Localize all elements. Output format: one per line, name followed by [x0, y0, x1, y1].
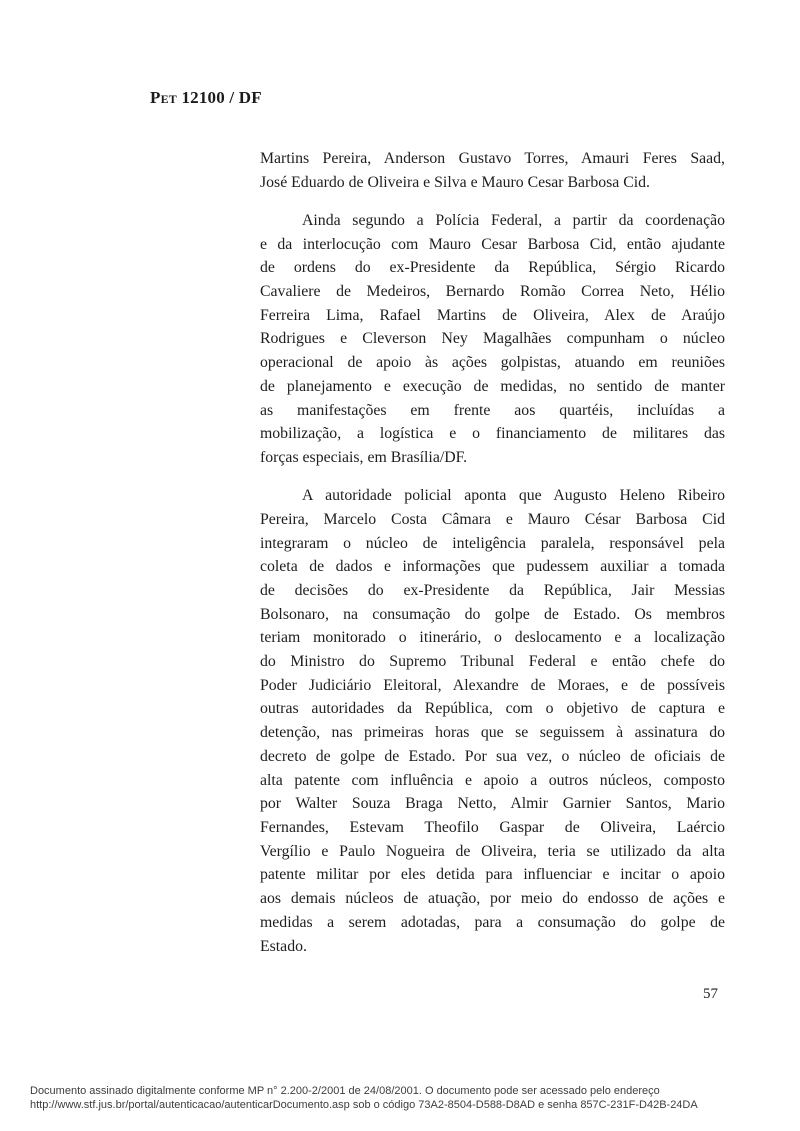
text-line: as manifestações em frente aos quartéis, incluídas a [260, 401, 725, 419]
text-line: Ferreira Lima, Rafael Martins de Oliveira, Alex de Araújo [260, 306, 725, 324]
text-line: patente militar por eles detida para influenciar e incitar o apoio [260, 866, 725, 884]
text-line: integraram o núcleo de inteligência paralela, responsável pela [260, 534, 725, 552]
text-line: coleta de dados e informações que pudessem auxiliar a tomada [260, 558, 725, 576]
text-line: Vergílio e Paulo Nogueira de Oliveira, teria se utilizado da alta [260, 842, 725, 860]
text-line: de planejamento e execução de medidas, no sentido de manter [260, 377, 725, 395]
text-line: teriam monitorado o itinerário, o deslocamento e a localização [260, 629, 725, 647]
text-line: de ordens do ex-Presidente da República, Sérgio Ricardo [260, 259, 725, 277]
text-line: operacional de apoio às ações golpistas, atuando em reuniões [260, 354, 725, 372]
text-line: outras autoridades da República, com o objetivo de captura e [260, 700, 725, 718]
footer-line: Documento assinado digitalmente conforme MP n° 2.200-2/2001 de 24/08/2001. O documento pode ser acessado pelo endereço [30, 1085, 660, 1097]
text-line: aos demais núcleos de atuação, por meio do endosso de ações e [260, 890, 725, 908]
text-line: Pereira, Marcelo Costa Câmara e Mauro César Barbosa Cid [260, 510, 725, 528]
document-body [260, 147, 725, 958]
text-line: do Ministro do Supremo Tribunal Federal e então chefe do [260, 653, 725, 671]
paragraph [260, 209, 725, 470]
text-line: detenção, nas primeiras horas que se seguissem à assinatura do [260, 724, 725, 742]
text-line: decreto de golpe de Estado. Por sua vez, o núcleo de oficiais de [260, 747, 725, 765]
text-line: Martins Pereira, Anderson Gustavo Torres, Amauri Feres Saad, [260, 150, 725, 167]
text-line: Cavaliere de Medeiros, Bernardo Romão Correa Neto, Hélio [260, 283, 725, 301]
text-line: Rodrigues e Cleverson Ney Magalhães compunham o núcleo [260, 330, 725, 348]
text-line: Fernandes, Estevam Theofilo Gaspar de Oliveira, Laércio [260, 818, 725, 836]
paragraph [260, 484, 725, 958]
text-line: alta patente com influência e apoio a outros núcleos, composto [260, 771, 725, 789]
text-line: Bolsonaro, na consumação do golpe de Estado. Os membros [260, 605, 725, 623]
text-line: A autoridade policial aponta que Augusto Heleno Ribeiro [302, 487, 725, 505]
text-line: e da interlocução com Mauro Cesar Barbosa Cid, então ajudante [260, 235, 725, 253]
text-line: Ainda segundo a Polícia Federal, a partir da coordenação [302, 211, 725, 229]
text-line: medidas a serem adotadas, para a consumação do golpe de [260, 913, 725, 931]
text-line: forças especiais, em Brasília/DF. [260, 448, 468, 466]
text-line: Poder Judiciário Eleitoral, Alexandre de Moraes, e de possíveis [260, 676, 725, 694]
text-line: por Walter Souza Braga Netto, Almir Garnier Santos, Mario [260, 795, 725, 813]
case-header: Pet 12100 / DF [150, 88, 262, 107]
text-line: José Eduardo de Oliveira e Silva e Mauro Cesar Barbosa Cid. [260, 173, 650, 191]
signature-footer [30, 1085, 770, 1112]
text-line: de decisões do ex-Presidente da República, Jair Messias [260, 581, 725, 599]
text-line: mobilização, a logística e o financiamento de militares das [260, 425, 725, 443]
page-number: 57 [703, 986, 718, 1002]
footer-line: http://www.stf.jus.br/portal/autenticacao/autenticarDocumento.asp sob o código 73A2-8504-D588-D8AD e senha 857C-231F-D42B-24DA [30, 1098, 698, 1111]
paragraph [260, 147, 725, 194]
text-line: Estado. [260, 937, 307, 955]
